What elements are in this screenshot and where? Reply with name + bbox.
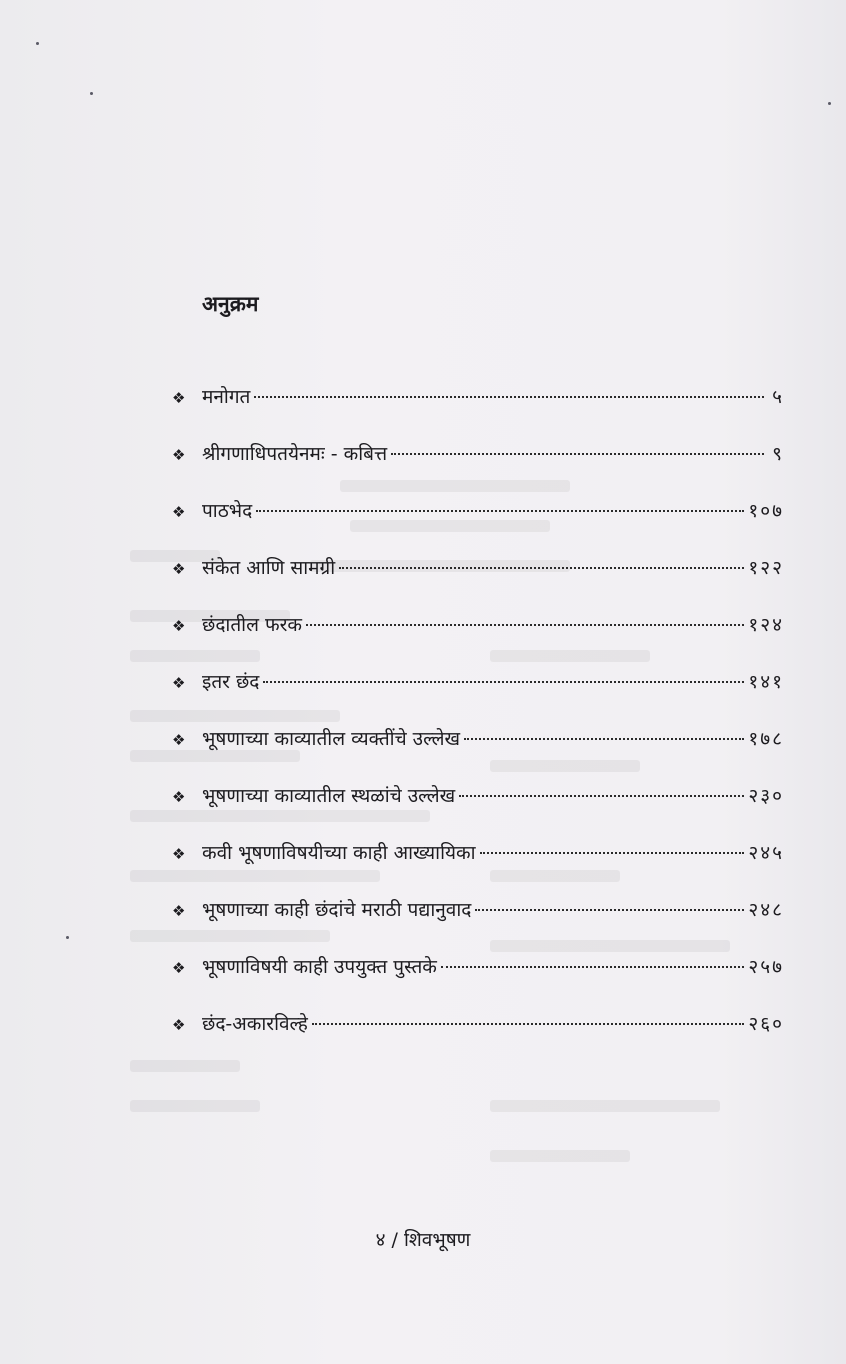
toc-entry-page: २४५ [748, 842, 784, 864]
toc-entry-label: भूषणाच्या काव्यातील स्थळांचे उल्लेख [202, 785, 456, 807]
diamond-bullet-icon: ❖ [172, 845, 186, 863]
dot-leader [306, 624, 744, 626]
toc-entry [172, 836, 784, 870]
toc-entry [172, 722, 784, 756]
dot-leader [312, 1023, 745, 1025]
toc-entry [172, 380, 784, 414]
toc-entry-page: १७८ [748, 728, 784, 750]
toc-entry [172, 665, 784, 699]
diamond-bullet-icon: ❖ [172, 902, 186, 920]
toc-entry-page: २४८ [748, 899, 784, 921]
diamond-bullet-icon: ❖ [172, 731, 186, 749]
toc-entry-page: १२२ [748, 557, 784, 579]
toc-entry [172, 551, 784, 585]
toc-entry-label: कवी भूषणाविषयीच्या काही आख्यायिका [202, 842, 476, 864]
diamond-bullet-icon: ❖ [172, 503, 186, 521]
toc-entry-page: ५ [772, 386, 784, 408]
dot-leader [459, 795, 744, 797]
toc-entry-page: २५७ [748, 956, 784, 978]
dot-leader [464, 738, 744, 740]
diamond-bullet-icon: ❖ [172, 674, 186, 692]
paper-speck [66, 936, 69, 939]
dot-leader [339, 567, 744, 569]
toc-heading: अनुक्रम [202, 292, 259, 316]
diamond-bullet-icon: ❖ [172, 959, 186, 977]
diamond-bullet-icon: ❖ [172, 617, 186, 635]
toc-entry-label: भूषणाच्या काही छंदांचे मराठी पद्यानुवाद [202, 899, 472, 921]
dot-leader [263, 681, 744, 683]
toc-entry-page: १०७ [748, 500, 784, 522]
diamond-bullet-icon: ❖ [172, 788, 186, 806]
diamond-bullet-icon: ❖ [172, 446, 186, 464]
diamond-bullet-icon: ❖ [172, 1016, 186, 1034]
toc-entry-label: पाठभेद [202, 500, 253, 522]
dot-leader [475, 909, 744, 911]
page-footer: ४ / शिवभूषण [375, 1229, 471, 1251]
dot-leader [256, 510, 744, 512]
toc-entry-label: छंद-अकारविल्हे [202, 1013, 308, 1035]
toc-entry-page: १४१ [748, 671, 784, 693]
dot-leader [254, 396, 764, 398]
toc-entry-page: ९ [772, 443, 784, 465]
diamond-bullet-icon: ❖ [172, 560, 186, 578]
toc-entry-label: मनोगत [202, 386, 251, 408]
diamond-bullet-icon: ❖ [172, 389, 186, 407]
toc-entry [172, 437, 784, 471]
toc-entry [172, 494, 784, 528]
toc-entry [172, 608, 784, 642]
toc-entry-label: भूषणाविषयी काही उपयुक्त पुस्तके [202, 956, 437, 978]
toc-entry-page: २६० [748, 1013, 784, 1035]
dot-leader [480, 852, 745, 854]
toc-entry [172, 779, 784, 813]
toc-entry-page: २३० [748, 785, 784, 807]
paper-speck [90, 92, 93, 95]
toc-entry-page: १२४ [748, 614, 784, 636]
toc-entry-label: छंदातील फरक [202, 614, 303, 636]
dot-leader [441, 966, 744, 968]
toc-entry [172, 893, 784, 927]
dot-leader [391, 453, 764, 455]
toc-entry [172, 950, 784, 984]
toc-entry [172, 1007, 784, 1041]
paper-speck [36, 42, 39, 45]
toc-entry-label: इतर छंद [202, 671, 260, 693]
toc-entry-label: श्रीगणाधिपतयेनमः - कबित्त [202, 443, 388, 465]
toc-entry-label: संकेत आणि सामग्री [202, 557, 336, 579]
paper-speck [828, 102, 831, 105]
toc-entry-label: भूषणाच्या काव्यातील व्यक्तींचे उल्लेख [202, 728, 461, 750]
